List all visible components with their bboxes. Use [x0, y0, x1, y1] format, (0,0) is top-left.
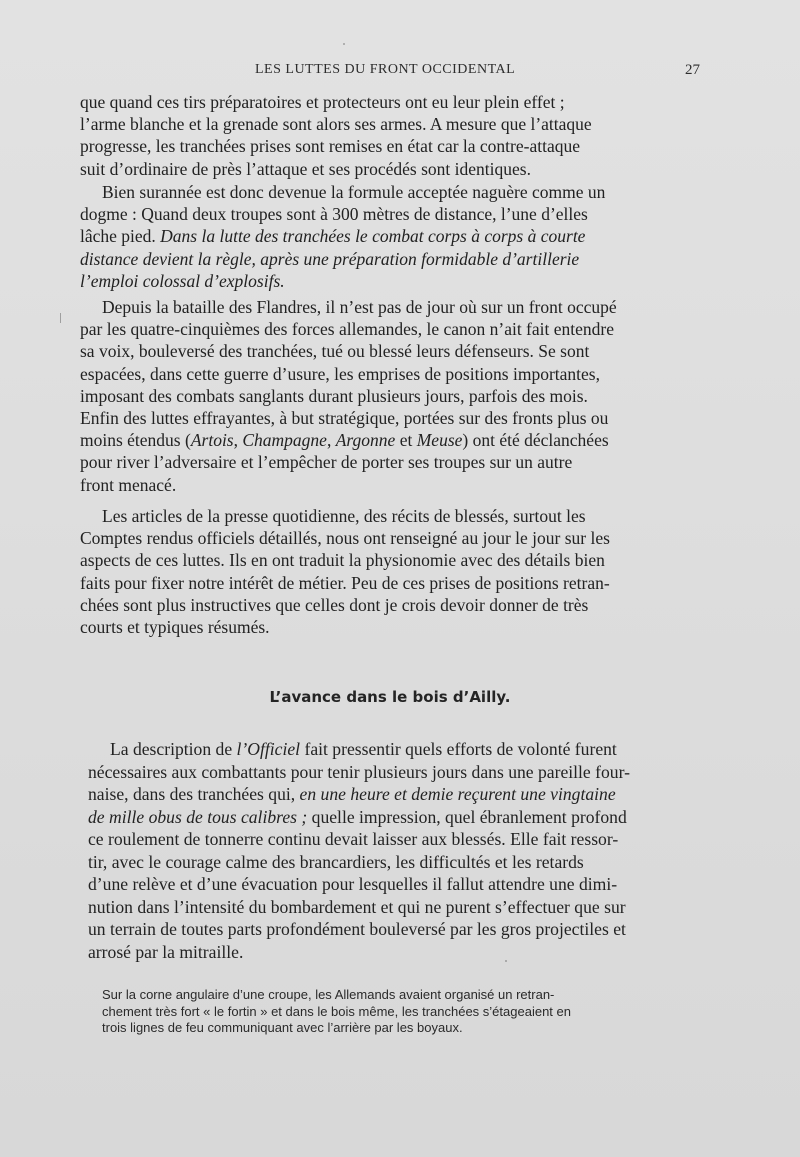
text-segment: quelle impression, quel ébranlement profond	[307, 806, 627, 827]
text-segment: La description de	[110, 739, 237, 759]
text-line: aspects de ces luttes. Ils en ont traduit la physionomie avec des détails bien	[80, 550, 605, 571]
text-line: sa voix, bouleversé des tranchées, tué ou blessé leurs défenseurs. Se sont	[80, 341, 590, 362]
page-number: 27	[685, 62, 700, 78]
text-line: progresse, les tranchées prises sont remises en état car la contre-attaque	[80, 136, 580, 157]
text-line: Bien surannée est donc devenue la formule acceptée naguère comme un	[102, 182, 606, 202]
text-line: arrosé par la mitraille.	[88, 941, 244, 962]
text-line: l’arme blanche et la grenade sont alors ses armes. A mesure que l’attaque	[80, 114, 592, 135]
text-line	[88, 783, 711, 806]
text-line	[80, 429, 700, 451]
text-line: faits pour fixer notre intérêt de métier. Peu de ces prises de positions retran-	[80, 572, 610, 593]
footnote-line: chement très fort « le fortin » et dans le bois même, les tranchées s’étageaient en	[102, 1003, 571, 1019]
text-line: tir, avec le courage calme des brancardiers, les difficultés et les retards	[88, 851, 584, 872]
text-line: nution dans l’intensité du bombardement et qui ne purent s’effectuer que sur	[88, 896, 626, 917]
footnote	[102, 987, 711, 1037]
text-line: suit d’ordinaire de près l’attaque et ses procédés sont identiques.	[80, 158, 531, 179]
section-heading: L’avance dans le bois d’Ailly.	[269, 688, 511, 706]
page-header	[80, 62, 700, 84]
text-line: espacées, dans cette guerre d’usure, les emprises de positions importantes,	[80, 363, 600, 384]
italic-text: l’emploi colossal d’explosifs.	[80, 270, 285, 291]
footnote-line: trois lignes de feu communiquant avec l’arrière par les boyaux.	[102, 1020, 463, 1035]
paragraph-3	[80, 296, 700, 496]
text-segment: naise, dans des tranchées qui,	[88, 784, 300, 804]
paragraph-5	[88, 738, 711, 963]
text-line	[80, 270, 700, 292]
paragraph-2	[80, 181, 700, 292]
place-name: Argonne	[335, 430, 396, 451]
italic-text: distance devient la règle, après une préparation formidable d’artillerie	[80, 248, 580, 269]
text-line: un terrain de toutes parts profondément bouleversé par les gros projectiles et	[88, 919, 626, 939]
italic-text: Dans la lutte des tranchées le combat corps à corps à courte	[160, 226, 586, 247]
text-line: Enfin des luttes effrayantes, à but stratégique, portées sur des fronts plus ou	[80, 408, 609, 429]
text-line: Les articles de la presse quotidienne, des récits de blessés, surtout les	[102, 506, 586, 526]
running-title: LES LUTTES DU FRONT OCCIDENTAL	[255, 62, 516, 77]
text-line: nécessaires aux combattants pour tenir plusieurs jours dans une pareille four-	[88, 761, 630, 782]
text-segment: fait pressentir quels efforts de volonté furent	[300, 739, 617, 759]
place-name: Meuse	[416, 430, 463, 451]
text-line: pour river l’adversaire et l’empêcher de porter ses troupes sur un autre	[80, 452, 573, 473]
text-line: dogme : Quand deux troupes sont à 300 mètres de distance, l’une d’elles	[80, 204, 588, 225]
text-line: courts et typiques résumés.	[80, 617, 270, 638]
text-line: d’une relève et d’une évacuation pour lesquelles il fallut attendre une dimi-	[88, 874, 618, 894]
text-segment: lâche pied.	[80, 226, 161, 247]
place-name: Champagne	[242, 430, 327, 451]
italic-text: en une heure et demie reçurent une vingtaine	[299, 784, 616, 804]
text-line	[88, 738, 711, 761]
text-segment: ,	[233, 430, 243, 451]
paragraph-1	[80, 91, 700, 180]
text-segment: moins étendus (	[80, 430, 191, 451]
place-name: Artois	[190, 430, 234, 451]
text-line: imposant des combats sanglants durant plusieurs jours, parfois des mois.	[80, 385, 588, 406]
text-line: chées sont plus instructives que celles dont je crois devoir donner de très	[80, 594, 589, 615]
italic-text: l’Officiel	[236, 739, 301, 759]
footnote-line: Sur la corne angulaire d’une croupe, les Allemands avaient organisé un retran-	[102, 987, 555, 1002]
text-line	[80, 225, 700, 247]
text-line: que quand ces tirs préparatoires et protecteurs ont eu leur plein effet ;	[80, 92, 565, 112]
text-line: front menacé.	[80, 474, 177, 495]
text-line: Comptes rendus officiels détaillés, nous ont renseigné au jour le jour sur les	[80, 528, 610, 549]
margin-mark	[60, 313, 61, 323]
text-line	[88, 806, 711, 829]
text-segment: ,	[326, 430, 336, 451]
italic-text: de mille obus de tous calibres ;	[88, 806, 308, 827]
ink-speck	[343, 43, 345, 45]
text-segment: et	[395, 430, 417, 451]
text-line: ce roulement de tonnerre continu devait laisser aux blessés. Elle fait ressor-	[88, 829, 619, 849]
text-line	[80, 248, 700, 270]
text-segment: ) ont été déclanchées	[462, 430, 609, 451]
paragraph-4	[80, 505, 700, 638]
text-line: par les quatre-cinquièmes des forces allemandes, le canon n’ait fait entendre	[80, 319, 614, 340]
text-line: Depuis la bataille des Flandres, il n’est pas de jour où sur un front occupé	[102, 297, 617, 317]
